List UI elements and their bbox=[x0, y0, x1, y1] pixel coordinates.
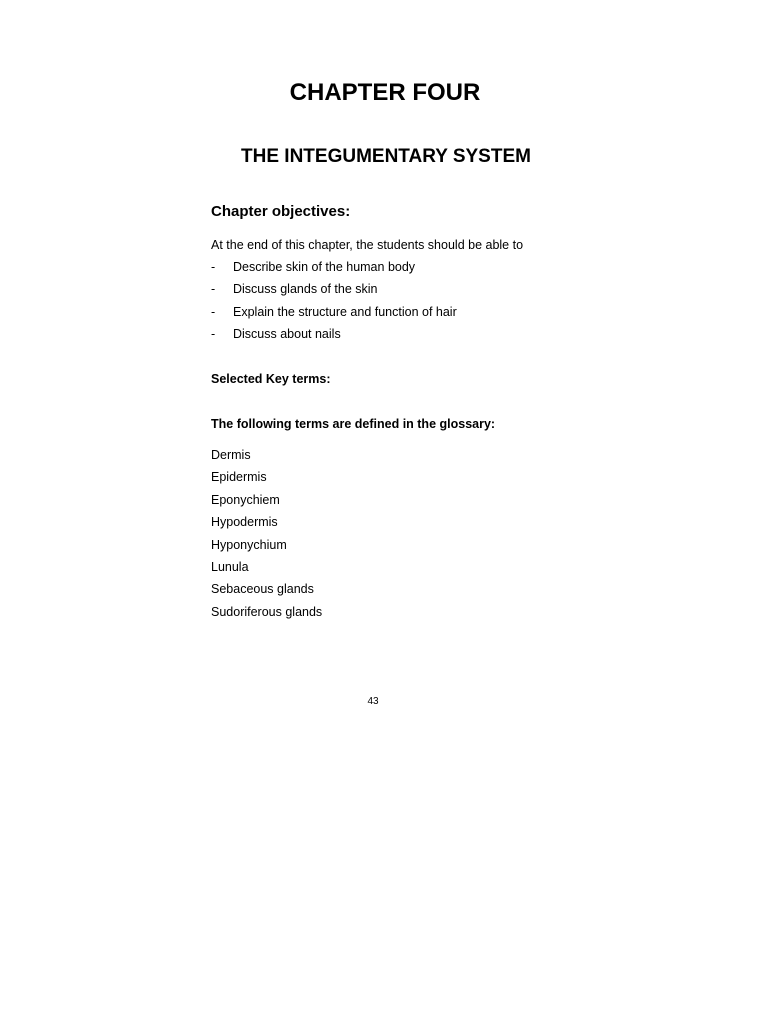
objective-item bbox=[211, 259, 457, 281]
key-term-item: Sebaceous glands bbox=[211, 582, 314, 597]
objective-item bbox=[211, 326, 457, 348]
objective-text: Explain the structure and function of hair bbox=[233, 304, 457, 319]
key-term-item: Sudoriferous glands bbox=[211, 604, 323, 619]
objective-item bbox=[211, 304, 457, 326]
list-dash: - bbox=[211, 327, 216, 342]
objectives-intro: At the end of this chapter, the students should be able to bbox=[211, 238, 524, 252]
list-dash: - bbox=[211, 282, 216, 297]
chapter-title-heading: THE INTEGUMENTARY SYSTEM bbox=[241, 146, 531, 167]
objectives-heading: Chapter objectives: bbox=[211, 203, 351, 220]
list-dash: - bbox=[211, 260, 216, 274]
key-term-item: Hypodermis bbox=[211, 515, 278, 530]
key-term-item: Dermis bbox=[211, 448, 251, 462]
objective-text: Describe skin of the human body bbox=[233, 260, 416, 274]
page-number: 43 bbox=[367, 696, 379, 707]
key-terms-list bbox=[211, 447, 322, 626]
key-term-item: Hyponychium bbox=[211, 537, 287, 552]
objective-text: Discuss about nails bbox=[233, 327, 341, 342]
list-dash: - bbox=[211, 304, 216, 319]
objective-text: Discuss glands of the skin bbox=[233, 282, 378, 297]
chapter-number-heading: CHAPTER FOUR bbox=[289, 79, 481, 106]
key-term-item: Epidermis bbox=[211, 470, 267, 485]
objectives-list bbox=[211, 259, 457, 349]
objective-item bbox=[211, 281, 457, 303]
key-terms-heading: Selected Key terms: bbox=[211, 372, 331, 386]
key-term-item: Lunula bbox=[211, 559, 249, 574]
glossary-note: The following terms are defined in the glossary: bbox=[211, 417, 496, 431]
key-term-item: Eponychiem bbox=[211, 492, 280, 507]
